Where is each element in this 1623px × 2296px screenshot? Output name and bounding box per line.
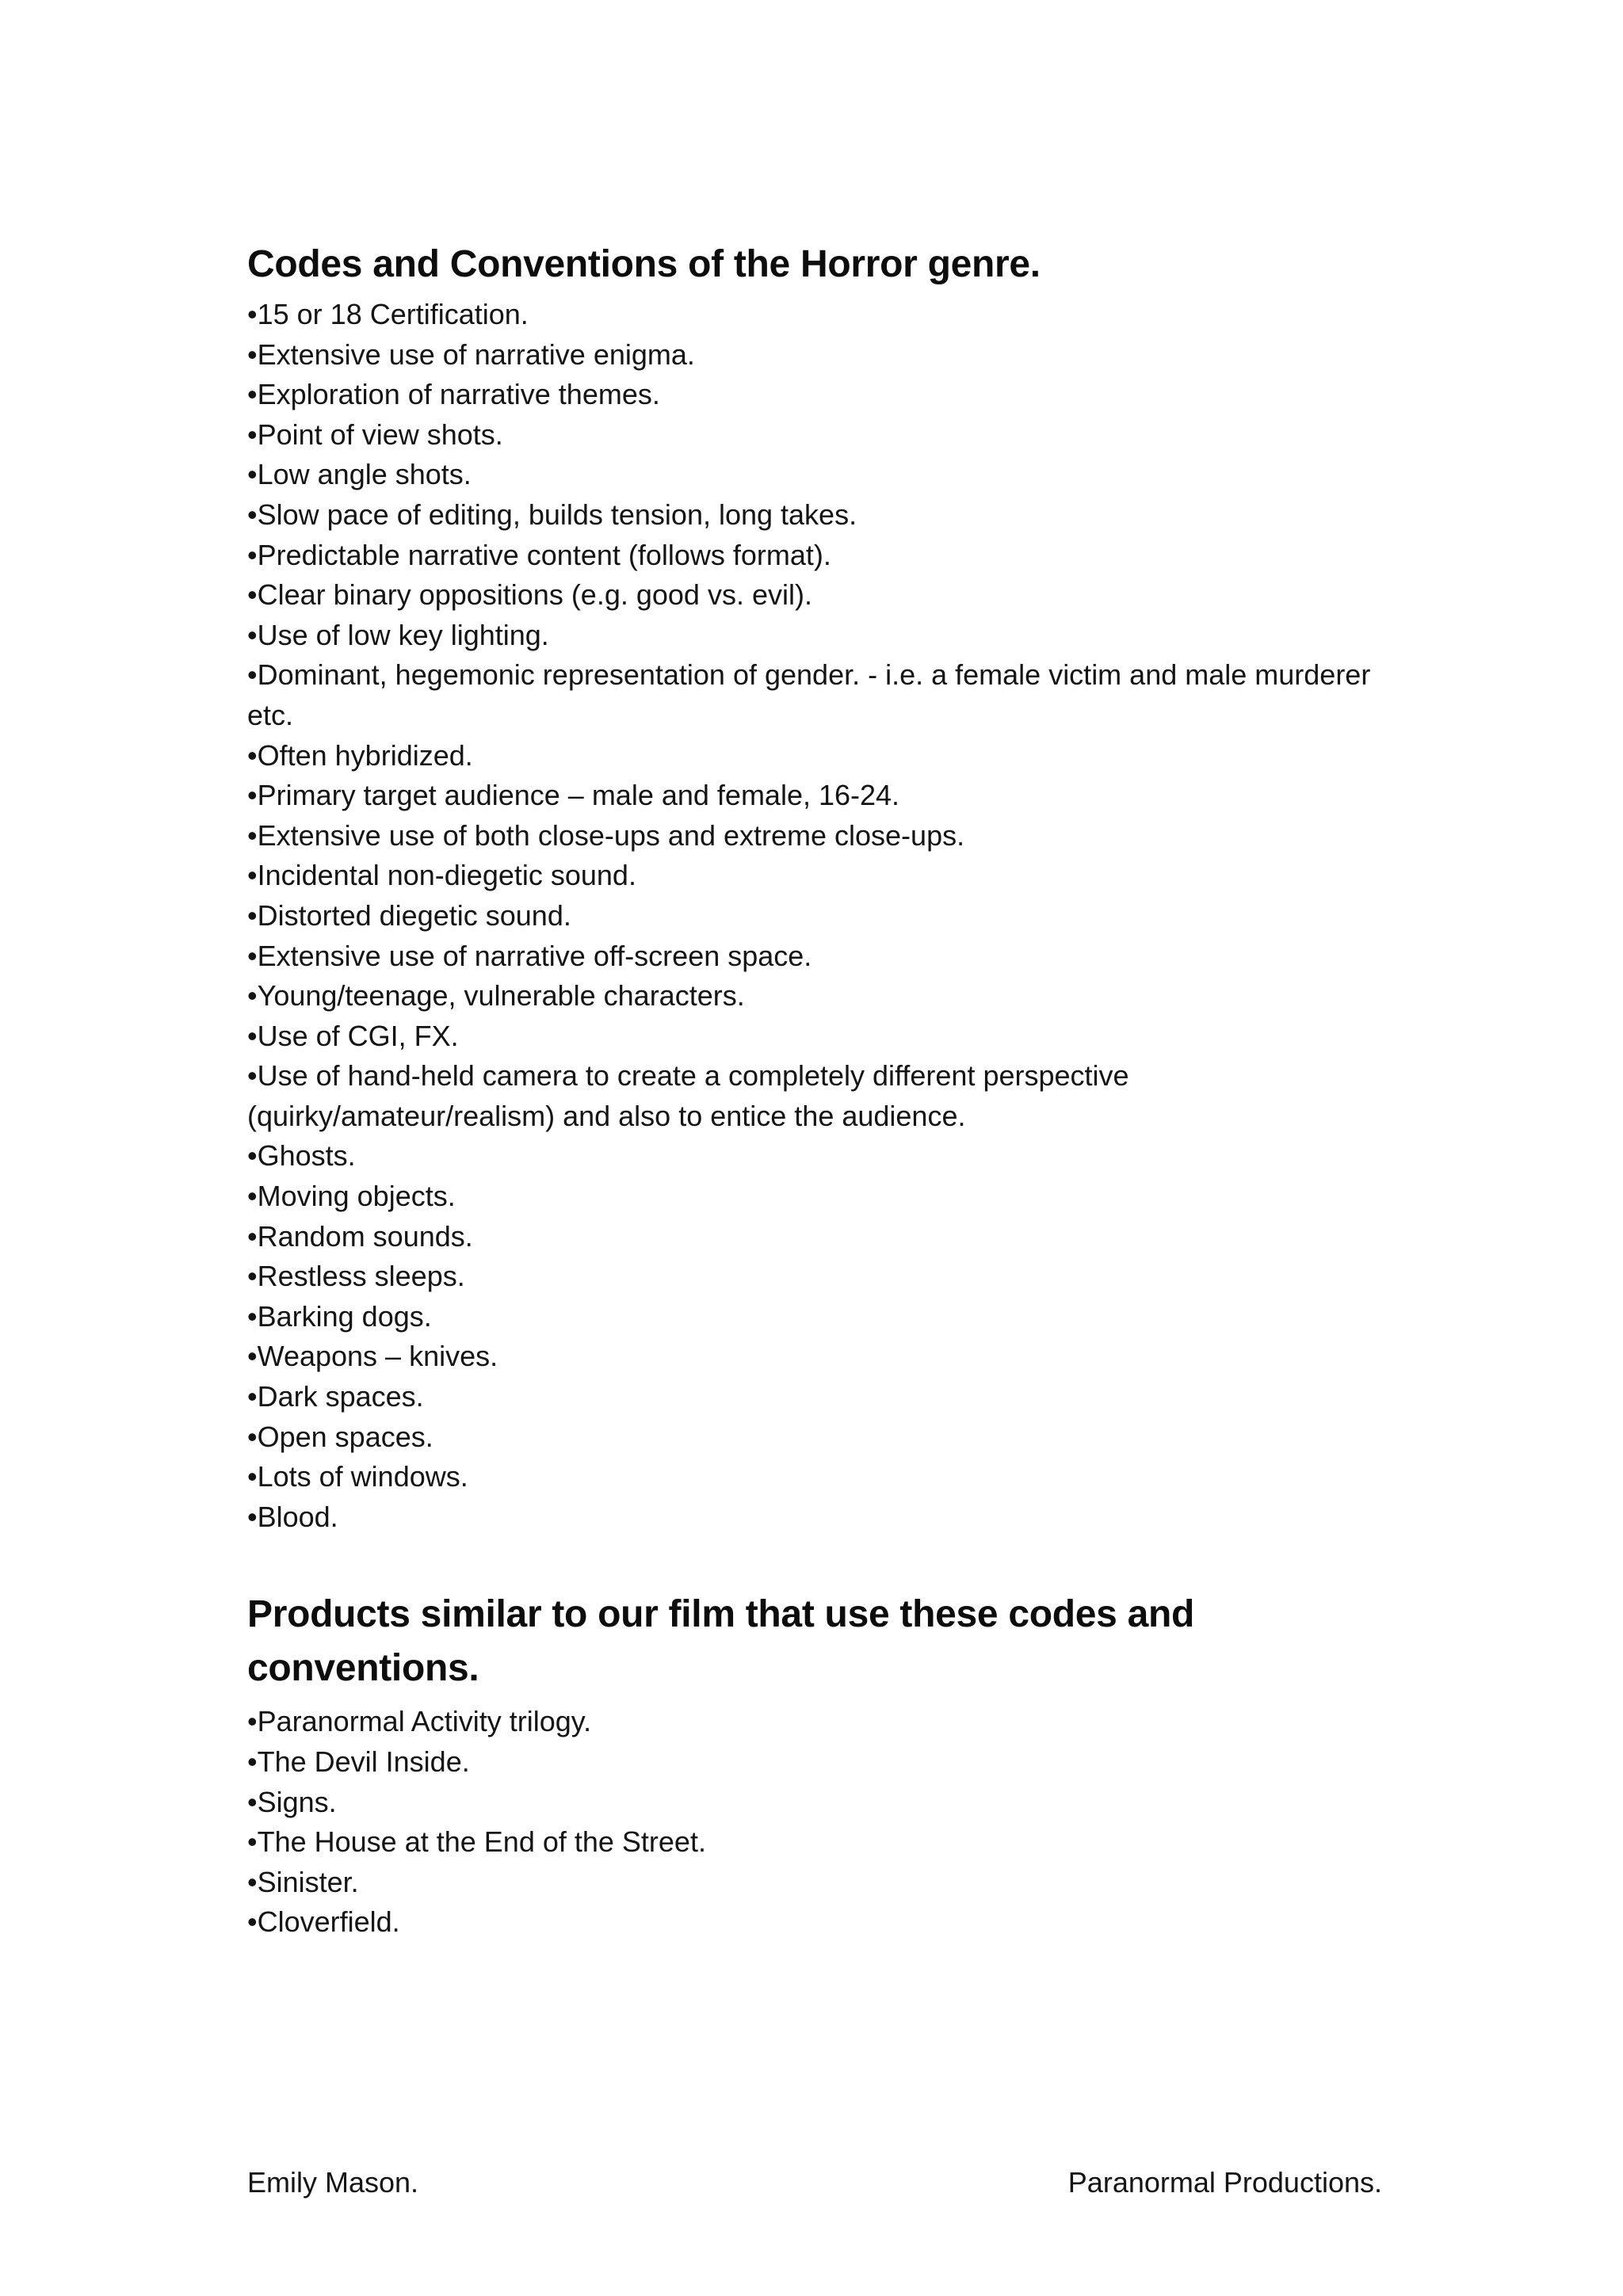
convention-item-text: Use of hand-held camera to create a completely different perspective (quirky/amateur/realism) and also to entice the audience.	[247, 1059, 1129, 1132]
convention-item	[247, 776, 1396, 816]
convention-item-text: Weapons – knives.	[257, 1340, 498, 1373]
convention-item	[247, 1497, 1396, 1538]
convention-item	[247, 575, 1396, 616]
document-content	[247, 238, 1396, 1943]
bullet-glyph: •	[247, 458, 258, 491]
products-heading: Products similar to our film that use these codes and conventions.	[247, 1593, 1195, 1690]
bullet-glyph: •	[247, 898, 258, 932]
convention-item-text: Young/teenage, vulnerable characters.	[257, 979, 745, 1013]
convention-item-text: Exploration of narrative themes.	[257, 378, 660, 411]
bullet-glyph: •	[247, 1299, 258, 1333]
conventions-list	[247, 295, 1396, 1537]
convention-item-text: Barking dogs.	[257, 1299, 432, 1333]
convention-item-text: Moving objects.	[257, 1180, 456, 1213]
convention-item	[247, 415, 1396, 456]
convention-item	[247, 1377, 1396, 1417]
convention-item-text: Low angle shots.	[257, 458, 472, 491]
product-item-text: Sinister.	[257, 1865, 359, 1898]
bullet-glyph: •	[247, 338, 258, 371]
conventions-heading: Codes and Conventions of the Horror genre.	[247, 243, 1041, 285]
bullet-glyph: •	[247, 1139, 258, 1173]
convention-item	[247, 1337, 1396, 1377]
bullet-glyph: •	[247, 779, 258, 812]
convention-item-text: Slow pace of editing, builds tension, long takes.	[257, 498, 857, 531]
convention-item-text: Primary target audience – male and female, 16-24.	[257, 779, 900, 812]
convention-item	[247, 616, 1396, 656]
convention-item-text: Extensive use of narrative enigma.	[257, 338, 695, 371]
convention-item	[247, 1417, 1396, 1458]
convention-item-text: Point of view shots.	[257, 418, 503, 451]
convention-item	[247, 1297, 1396, 1337]
bullet-glyph: •	[247, 1340, 258, 1373]
bullet-glyph: •	[247, 738, 258, 772]
bullet-glyph: •	[247, 658, 258, 692]
product-item	[247, 1902, 1396, 1943]
bullet-glyph: •	[247, 1905, 258, 1939]
product-item-text: The Devil Inside.	[257, 1745, 470, 1778]
convention-item	[247, 896, 1396, 936]
bullet-glyph: •	[247, 1180, 258, 1213]
convention-item-text: 15 or 18 Certification.	[257, 298, 529, 330]
conventions-section	[247, 238, 1396, 1537]
convention-item	[247, 495, 1396, 536]
convention-item-text: Incidental non-diegetic sound.	[257, 859, 636, 892]
product-item	[247, 1702, 1396, 1742]
convention-item-text: Blood.	[257, 1500, 338, 1533]
convention-item	[247, 936, 1396, 977]
convention-item	[247, 816, 1396, 856]
bullet-glyph: •	[247, 1500, 258, 1533]
convention-item-text: Distorted diegetic sound.	[257, 898, 571, 932]
product-item	[247, 1863, 1396, 1903]
convention-item-text: Extensive use of both close-ups and extreme close-ups.	[257, 818, 965, 852]
convention-item	[247, 1136, 1396, 1177]
products-section	[247, 1588, 1396, 1943]
page-footer	[247, 2163, 1382, 2203]
convention-item-text: Dark spaces.	[257, 1380, 424, 1413]
convention-item	[247, 856, 1396, 896]
convention-item	[247, 655, 1396, 735]
convention-item-text: Open spaces.	[257, 1420, 433, 1453]
convention-item-text: Use of low key lighting.	[257, 618, 549, 651]
convention-item	[247, 295, 1396, 335]
product-item-text: Paranormal Activity trilogy.	[257, 1705, 592, 1738]
bullet-glyph: •	[247, 1745, 258, 1778]
bullet-glyph: •	[247, 1705, 258, 1738]
convention-item	[247, 736, 1396, 776]
convention-item	[247, 1177, 1396, 1217]
bullet-glyph: •	[247, 979, 258, 1013]
bullet-glyph: •	[247, 1260, 258, 1293]
bullet-glyph: •	[247, 939, 258, 972]
bullet-glyph: •	[247, 298, 258, 330]
convention-item-text: Ghosts.	[257, 1139, 356, 1173]
bullet-glyph: •	[247, 1219, 258, 1253]
footer-company: Paranormal Productions.	[1067, 2166, 1382, 2199]
bullet-glyph: •	[247, 1460, 258, 1493]
bullet-glyph: •	[247, 578, 258, 612]
bullet-glyph: •	[247, 1785, 258, 1818]
convention-item	[247, 976, 1396, 1016]
bullet-glyph: •	[247, 1380, 258, 1413]
convention-item-text: Often hybridized.	[257, 738, 473, 772]
convention-item-text: Use of CGI, FX.	[257, 1019, 459, 1052]
convention-item	[247, 1016, 1396, 1057]
product-item	[247, 1822, 1396, 1863]
convention-item-text: Random sounds.	[257, 1219, 473, 1253]
product-item	[247, 1783, 1396, 1823]
convention-item	[247, 536, 1396, 576]
convention-item	[247, 455, 1396, 495]
bullet-glyph: •	[247, 1019, 258, 1052]
product-item-text: Cloverfield.	[257, 1905, 400, 1939]
product-item-text: Signs.	[257, 1785, 337, 1818]
convention-item	[247, 1257, 1396, 1297]
bullet-glyph: •	[247, 1865, 258, 1898]
bullet-glyph: •	[247, 538, 258, 571]
bullet-glyph: •	[247, 1420, 258, 1453]
bullet-glyph: •	[247, 1825, 258, 1859]
convention-item-text: Dominant, hegemonic representation of gender. - i.e. a female victim and male murderer etc.	[247, 658, 1371, 731]
convention-item	[247, 1217, 1396, 1257]
bullet-glyph: •	[247, 859, 258, 892]
convention-item-text: Extensive use of narrative off-screen space.	[257, 939, 812, 972]
bullet-glyph: •	[247, 418, 258, 451]
bullet-glyph: •	[247, 618, 258, 651]
products-list	[247, 1702, 1396, 1943]
product-item-text: The House at the End of the Street.	[257, 1825, 706, 1859]
convention-item	[247, 1056, 1396, 1136]
bullet-glyph: •	[247, 378, 258, 411]
convention-item-text: Predictable narrative content (follows format).	[257, 538, 831, 571]
convention-item-text: Lots of windows.	[257, 1460, 468, 1493]
product-item	[247, 1742, 1396, 1783]
bullet-glyph: •	[247, 498, 258, 531]
bullet-glyph: •	[247, 818, 258, 852]
convention-item	[247, 1457, 1396, 1497]
convention-item-text: Restless sleeps.	[257, 1260, 465, 1293]
bullet-glyph: •	[247, 1059, 258, 1093]
footer-author: Emily Mason.	[247, 2166, 419, 2199]
convention-item	[247, 375, 1396, 415]
convention-item-text: Clear binary oppositions (e.g. good vs. evil).	[257, 578, 812, 612]
convention-item	[247, 335, 1396, 376]
